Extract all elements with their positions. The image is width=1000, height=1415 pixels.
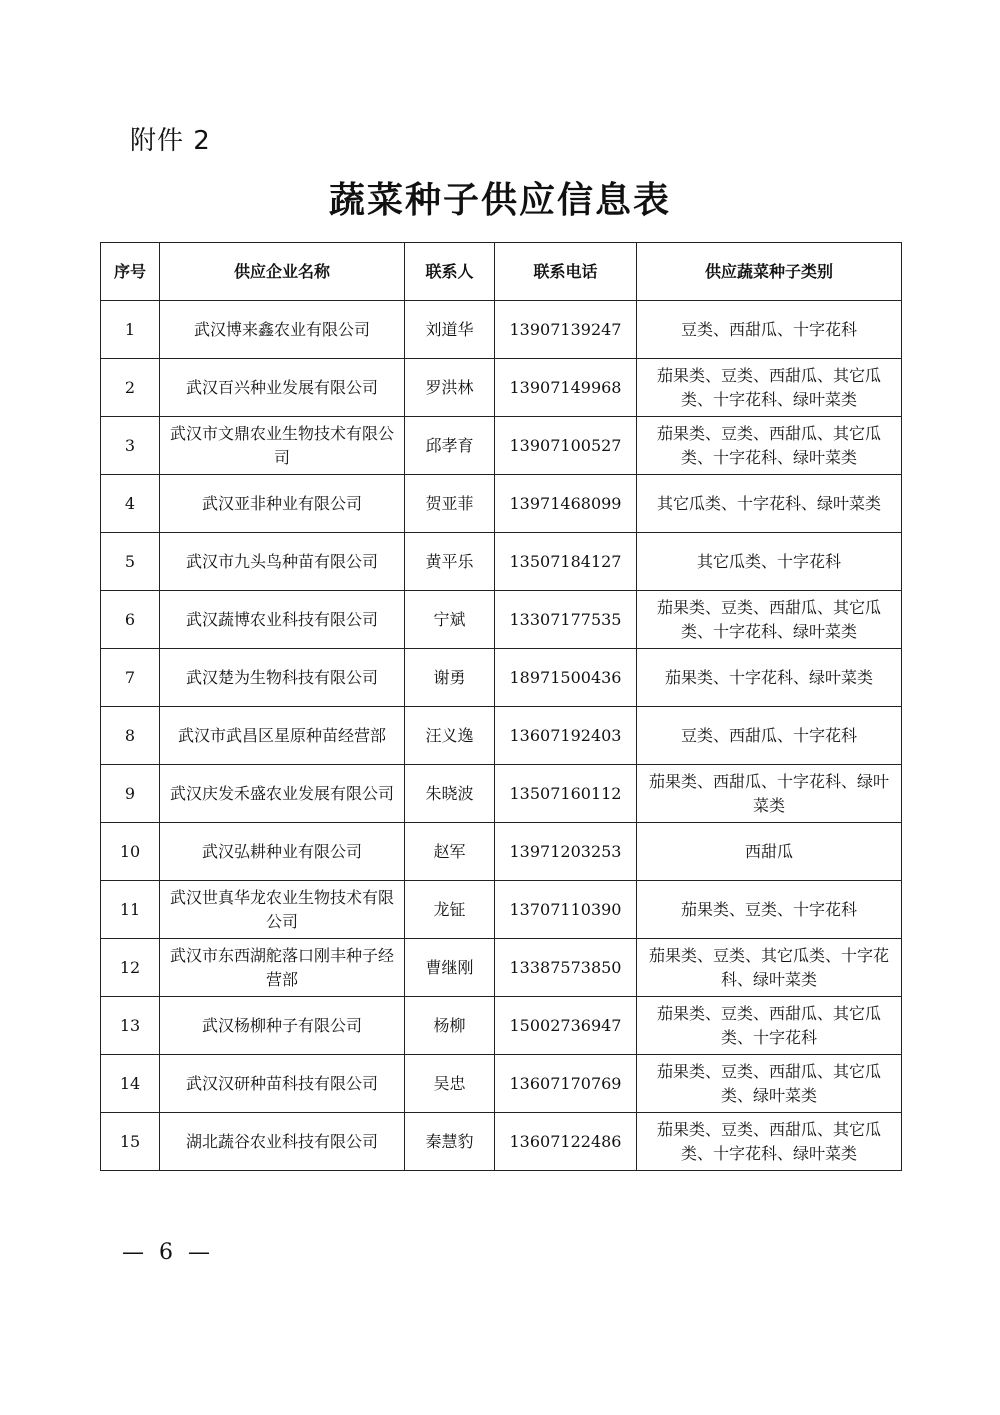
table-row <box>101 823 902 881</box>
cell-contact: 邱孝育 <box>405 417 495 475</box>
table-body <box>101 301 902 1171</box>
cell-serial: 9 <box>101 765 160 823</box>
document-title: 蔬菜种子供应信息表 <box>328 179 671 221</box>
cell-contact: 杨柳 <box>405 997 495 1055</box>
cell-serial: 6 <box>101 591 160 649</box>
cell-seed-type: 茄果类、豆类、其它瓜类、十字花科、绿叶菜类 <box>637 939 902 997</box>
table-row <box>101 707 902 765</box>
cell-contact: 谢勇 <box>405 649 495 707</box>
cell-serial: 4 <box>101 475 160 533</box>
cell-serial: 8 <box>101 707 160 765</box>
cell-company: 武汉杨柳种子有限公司 <box>160 997 405 1055</box>
cell-serial: 2 <box>101 359 160 417</box>
table-row <box>101 1055 902 1113</box>
cell-contact: 赵军 <box>405 823 495 881</box>
table-header-row <box>101 243 902 301</box>
cell-serial: 1 <box>101 301 160 359</box>
cell-phone: 13707110390 <box>495 881 637 939</box>
header-contact: 联系人 <box>405 243 495 301</box>
cell-seed-type: 茄果类、豆类、西甜瓜、其它瓜类、十字花科 <box>637 997 902 1055</box>
cell-company: 武汉楚为生物科技有限公司 <box>160 649 405 707</box>
cell-company: 武汉世真华龙农业生物技术有限公司 <box>160 881 405 939</box>
seed-supply-table <box>100 242 902 1171</box>
cell-company: 武汉百兴种业发展有限公司 <box>160 359 405 417</box>
cell-serial: 10 <box>101 823 160 881</box>
cell-seed-type: 茄果类、十字花科、绿叶菜类 <box>637 649 902 707</box>
cell-contact: 秦慧豹 <box>405 1113 495 1171</box>
cell-serial: 7 <box>101 649 160 707</box>
cell-contact: 刘道华 <box>405 301 495 359</box>
cell-contact: 龙钲 <box>405 881 495 939</box>
cell-phone: 13907139247 <box>495 301 637 359</box>
cell-contact: 汪义逸 <box>405 707 495 765</box>
page-number: — 6 — <box>122 1240 214 1265</box>
cell-phone: 13307177535 <box>495 591 637 649</box>
cell-company: 武汉汉研种苗科技有限公司 <box>160 1055 405 1113</box>
cell-phone: 13607170769 <box>495 1055 637 1113</box>
cell-phone: 13907149968 <box>495 359 637 417</box>
cell-serial: 12 <box>101 939 160 997</box>
cell-phone: 13971203253 <box>495 823 637 881</box>
cell-seed-type: 西甜瓜 <box>637 823 902 881</box>
cell-contact: 宁斌 <box>405 591 495 649</box>
table-row <box>101 1113 902 1171</box>
cell-contact: 朱晓波 <box>405 765 495 823</box>
cell-seed-type: 茄果类、豆类、西甜瓜、其它瓜类、十字花科、绿叶菜类 <box>637 359 902 417</box>
table-row <box>101 359 902 417</box>
cell-seed-type: 豆类、西甜瓜、十字花科 <box>637 707 902 765</box>
cell-serial: 5 <box>101 533 160 591</box>
cell-company: 武汉市文鼎农业生物技术有限公司 <box>160 417 405 475</box>
cell-phone: 13607122486 <box>495 1113 637 1171</box>
cell-company: 武汉亚非种业有限公司 <box>160 475 405 533</box>
cell-company: 武汉蔬博农业科技有限公司 <box>160 591 405 649</box>
header-serial: 序号 <box>101 243 160 301</box>
cell-serial: 13 <box>101 997 160 1055</box>
cell-serial: 15 <box>101 1113 160 1171</box>
cell-company: 武汉市九头鸟种苗有限公司 <box>160 533 405 591</box>
cell-company: 武汉市武昌区星原种苗经营部 <box>160 707 405 765</box>
cell-seed-type: 茄果类、豆类、十字花科 <box>637 881 902 939</box>
table-row <box>101 417 902 475</box>
cell-phone: 13607192403 <box>495 707 637 765</box>
table-row <box>101 475 902 533</box>
cell-seed-type: 茄果类、豆类、西甜瓜、其它瓜类、十字花科、绿叶菜类 <box>637 591 902 649</box>
cell-phone: 13507184127 <box>495 533 637 591</box>
cell-seed-type: 茄果类、豆类、西甜瓜、其它瓜类、绿叶菜类 <box>637 1055 902 1113</box>
cell-contact: 曹继刚 <box>405 939 495 997</box>
table-row <box>101 997 902 1055</box>
cell-phone: 18971500436 <box>495 649 637 707</box>
table-row <box>101 765 902 823</box>
cell-seed-type: 其它瓜类、十字花科 <box>637 533 902 591</box>
cell-phone: 13507160112 <box>495 765 637 823</box>
cell-seed-type: 茄果类、豆类、西甜瓜、其它瓜类、十字花科、绿叶菜类 <box>637 1113 902 1171</box>
cell-serial: 11 <box>101 881 160 939</box>
table-row <box>101 881 902 939</box>
cell-contact: 黄平乐 <box>405 533 495 591</box>
cell-contact: 贺亚菲 <box>405 475 495 533</box>
table-row <box>101 649 902 707</box>
cell-seed-type: 茄果类、豆类、西甜瓜、其它瓜类、十字花科、绿叶菜类 <box>637 417 902 475</box>
cell-serial: 3 <box>101 417 160 475</box>
table-row <box>101 533 902 591</box>
table-row <box>101 591 902 649</box>
table-row <box>101 301 902 359</box>
table-row <box>101 939 902 997</box>
cell-contact: 吴忠 <box>405 1055 495 1113</box>
header-seed-type: 供应蔬菜种子类别 <box>637 243 902 301</box>
cell-phone: 13387573850 <box>495 939 637 997</box>
header-phone: 联系电话 <box>495 243 637 301</box>
cell-company: 武汉市东西湖舵落口刚丰种子经营部 <box>160 939 405 997</box>
attachment-label: 附件 2 <box>130 126 211 156</box>
cell-contact: 罗洪林 <box>405 359 495 417</box>
cell-company: 湖北蔬谷农业科技有限公司 <box>160 1113 405 1171</box>
cell-company: 武汉庆发禾盛农业发展有限公司 <box>160 765 405 823</box>
header-company: 供应企业名称 <box>160 243 405 301</box>
cell-phone: 13971468099 <box>495 475 637 533</box>
cell-seed-type: 豆类、西甜瓜、十字花科 <box>637 301 902 359</box>
cell-seed-type: 其它瓜类、十字花科、绿叶菜类 <box>637 475 902 533</box>
cell-serial: 14 <box>101 1055 160 1113</box>
cell-phone: 13907100527 <box>495 417 637 475</box>
cell-seed-type: 茄果类、西甜瓜、十字花科、绿叶菜类 <box>637 765 902 823</box>
cell-company: 武汉博来鑫农业有限公司 <box>160 301 405 359</box>
cell-company: 武汉弘耕种业有限公司 <box>160 823 405 881</box>
cell-phone: 15002736947 <box>495 997 637 1055</box>
